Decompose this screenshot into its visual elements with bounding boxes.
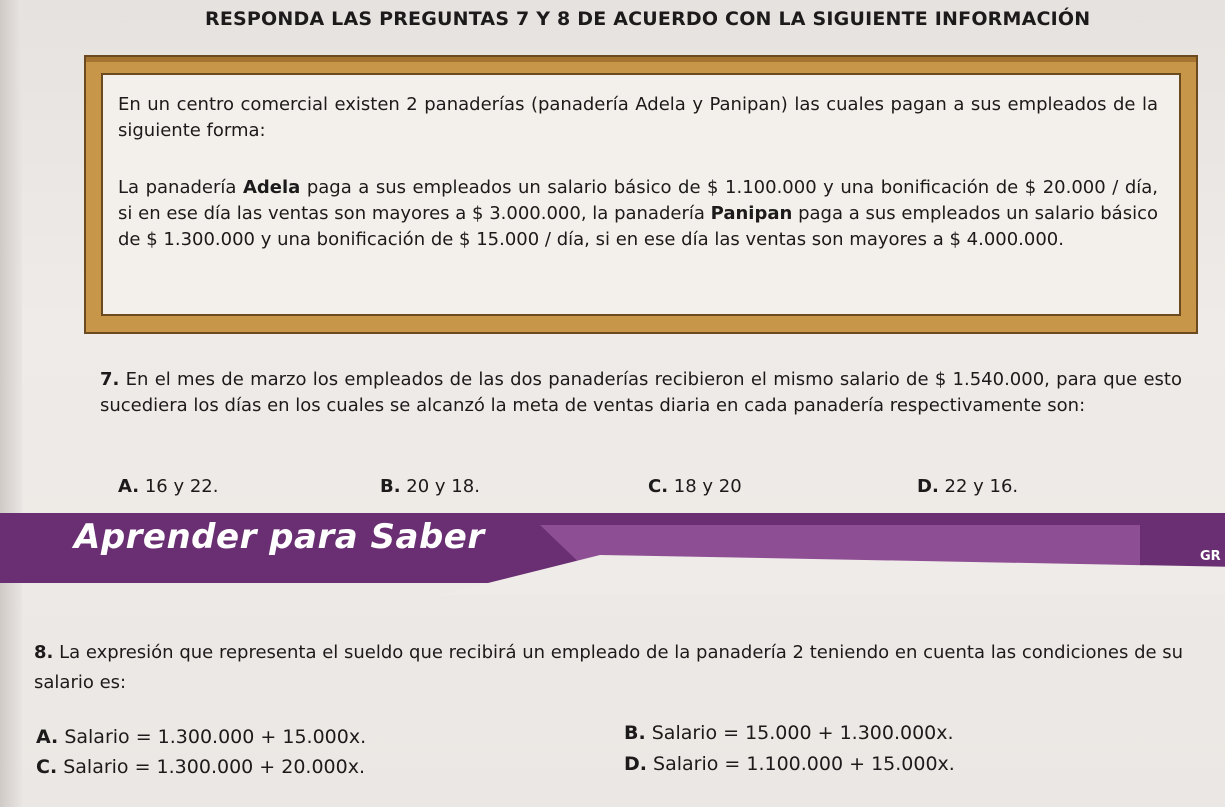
banner-title: Aprender para Saber [74,517,485,557]
question-7 [100,367,1182,419]
q7-option-a-text: 16 y 22. [139,476,219,497]
q8-option-a-letter: A. [36,726,59,748]
q7-option-c-text: 18 y 20 [668,476,742,497]
details-text-1: La panadería [118,177,243,198]
q8-option-b-letter: B. [624,722,646,744]
bakery-name-panipan: Panipan [710,203,793,224]
question-8-text: La expresión que representa el sueldo que recibirá un empleado de la panadería 2 teniendo en cuenta las condiciones de su salario es: [34,642,1184,693]
section-heading: RESPONDA LAS PREGUNTAS 7 Y 8 DE ACUERDO CON LA SIGUIENTE INFORMACIÓN [205,8,1091,30]
banner-tag: GR [1200,549,1221,564]
q8-option-d[interactable] [624,753,955,775]
page-edge-shadow [0,0,22,807]
q8-option-a[interactable] [36,726,366,748]
q7-option-a-letter: A. [118,476,140,497]
q8-option-a-text: Salario = 1.300.000 + 15.000x. [58,726,367,748]
q8-option-b-text: Salario = 15.000 + 1.300.000x. [645,722,954,744]
info-intro-paragraph: En un centro comercial existen 2 panaderías (panadería Adela y Panipan) las cuales pagan a sus empleados de la siguiente forma: [118,94,1158,141]
details-text-3: paga a sus empleados un salario básico de $ 1.300.000 y una bonificación de $ 15.000 / día, si en ese día las ventas son mayores a $ 4.000.000. [118,203,1158,250]
q7-option-b[interactable] [380,476,480,497]
q8-option-d-text: Salario = 1.100.000 + 15.000x. [647,753,955,775]
question-8 [34,638,1209,698]
q8-option-c-letter: C. [36,756,58,778]
q8-option-c-text: Salario = 1.300.000 + 20.000x. [57,756,366,778]
q7-option-d[interactable] [917,476,1018,497]
q7-option-a[interactable] [118,476,218,497]
q8-option-b[interactable] [624,722,954,744]
q7-option-d-letter: D. [917,476,939,497]
q7-option-b-letter: B. [380,476,401,497]
q7-option-d-text: 22 y 16. [938,476,1019,497]
q8-option-c[interactable] [36,756,365,778]
info-details-paragraph [118,175,1158,253]
question-8-number: 8. [34,642,54,663]
question-7-number: 7. [100,369,120,390]
q8-option-d-letter: D. [624,753,647,775]
q7-option-b-text: 20 y 18. [400,476,480,497]
q7-option-c-letter: C. [648,476,669,497]
bakery-name-adela: Adela [242,177,301,198]
details-text-2: paga a sus empleados un salario básico de $ 1.100.000 y una bonificación de $ 20.000 / día, si en ese día las ventas son mayores a $ 3.000.000, la panadería [118,177,1159,224]
q7-option-c[interactable] [648,476,742,497]
question-7-text: En el mes de marzo los empleados de las dos panaderías recibieron el mismo salario de $ 1.540.000, para que esto sucediera los días en los cuales se alcanzó la meta de ventas diaria en cada panadería respectivamente son: [100,369,1182,416]
